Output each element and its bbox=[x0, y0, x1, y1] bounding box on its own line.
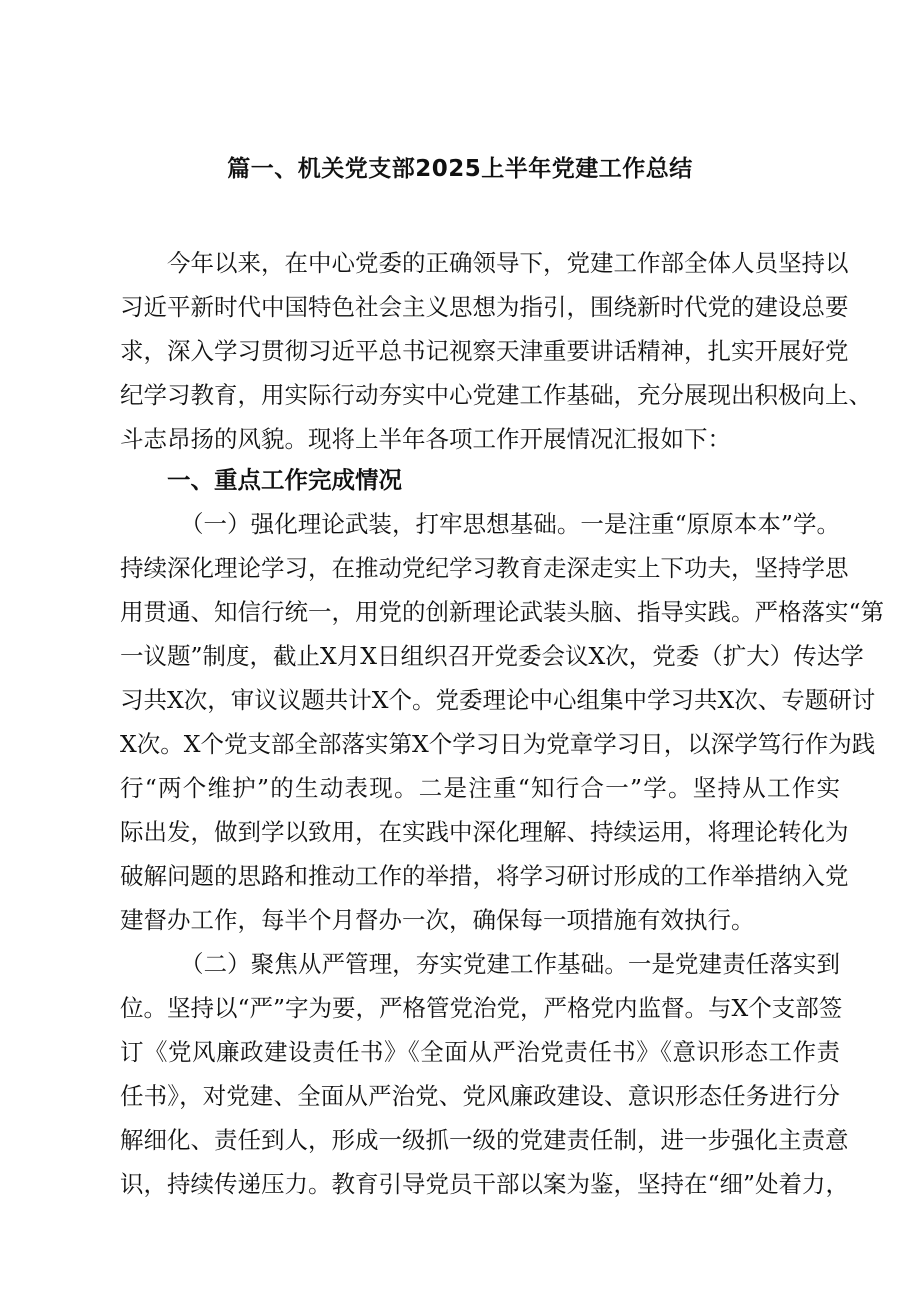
paragraph-3-line-4: 任书》，对党建、全面从严治党、党风廉政建设、意识形态任务进行分 bbox=[120, 1082, 840, 1110]
paragraph-3-line-2: 位。坚持以“严”字为要，严格管党治党，严格党内监督。与X个支部签 bbox=[120, 994, 843, 1022]
document-title: 篇一、机关党支部2025上半年党建工作总结 bbox=[227, 156, 693, 182]
paragraph-1-line-5: 斗志昂扬的风貌。现将上半年各项工作开展情况汇报如下： bbox=[120, 425, 731, 453]
paragraph-2-line-8: 际出发，做到学以致用，在实践中深化理解、持续运用，将理论转化为 bbox=[120, 818, 849, 846]
paragraph-2-line-5: 习共X次，审议议题共计X个。党委理论中心组集中学习共X次、专题研讨 bbox=[120, 686, 876, 714]
paragraph-1-line-1: 今年以来，在中心党委的正确领导下，党建工作部全体人员坚持以 bbox=[167, 249, 849, 277]
paragraph-2-line-10: 建督办工作，每半个月督办一次，确保每一项措施有效执行。 bbox=[120, 906, 755, 934]
paragraph-3-line-3: 订《党风廉政建设责任书》《全面从严治党责任书》《意识形态工作责 bbox=[120, 1038, 840, 1066]
paragraph-3-line-1: （二）聚焦从严管理，夯实党建工作基础。一是党建责任落实到 bbox=[180, 950, 840, 978]
paragraph-3-line-5: 解细化、责任到人，形成一级抓一级的党建责任制，进一步强化主责意 bbox=[120, 1126, 849, 1154]
paragraph-2-line-3: 用贯通、知信行统一，用党的创新理论武装头脑、指导实践。严格落实“第 bbox=[120, 598, 885, 626]
paragraph-3-line-6: 识，持续传递压力。教育引导党员干部以案为鉴，坚持在“细”处着力， bbox=[120, 1170, 850, 1198]
paragraph-2-line-1: （一）强化理论武装，打牢思想基础。一是注重“原原本本”学。 bbox=[180, 510, 840, 538]
paragraph-2-line-9: 破解问题的思路和推动工作的举措，将学习研讨形成的工作举措纳入党 bbox=[120, 862, 849, 890]
section-1-heading: 一、重点工作完成情况 bbox=[167, 466, 402, 494]
paragraph-2-line-7: 行“两个维护”的生动表现。二是注重“知行合一”学。坚持从工作实 bbox=[120, 774, 840, 802]
paragraph-2-line-4: 一议题”制度，截止X月X日组织召开党委会议X次，党委（扩大）传达学 bbox=[120, 642, 864, 670]
paragraph-2-line-6: X次。X个党支部全部落实第X个学习日为党章学习日，以深学笃行作为践 bbox=[120, 730, 876, 758]
paragraph-2-line-2: 持续深化理论学习，在推动党纪学习教育走深走实上下功夫，坚持学思 bbox=[120, 554, 849, 582]
paragraph-1-line-4: 纪学习教育，用实际行动夯实中心党建工作基础，充分展现出积极向上、 bbox=[120, 381, 872, 409]
paragraph-1-line-2: 习近平新时代中国特色社会主义思想为指引，围绕新时代党的建设总要 bbox=[120, 293, 849, 321]
paragraph-1-line-3: 求，深入学习贯彻习近平总书记视察天津重要讲话精神，扎实开展好党 bbox=[120, 337, 849, 365]
